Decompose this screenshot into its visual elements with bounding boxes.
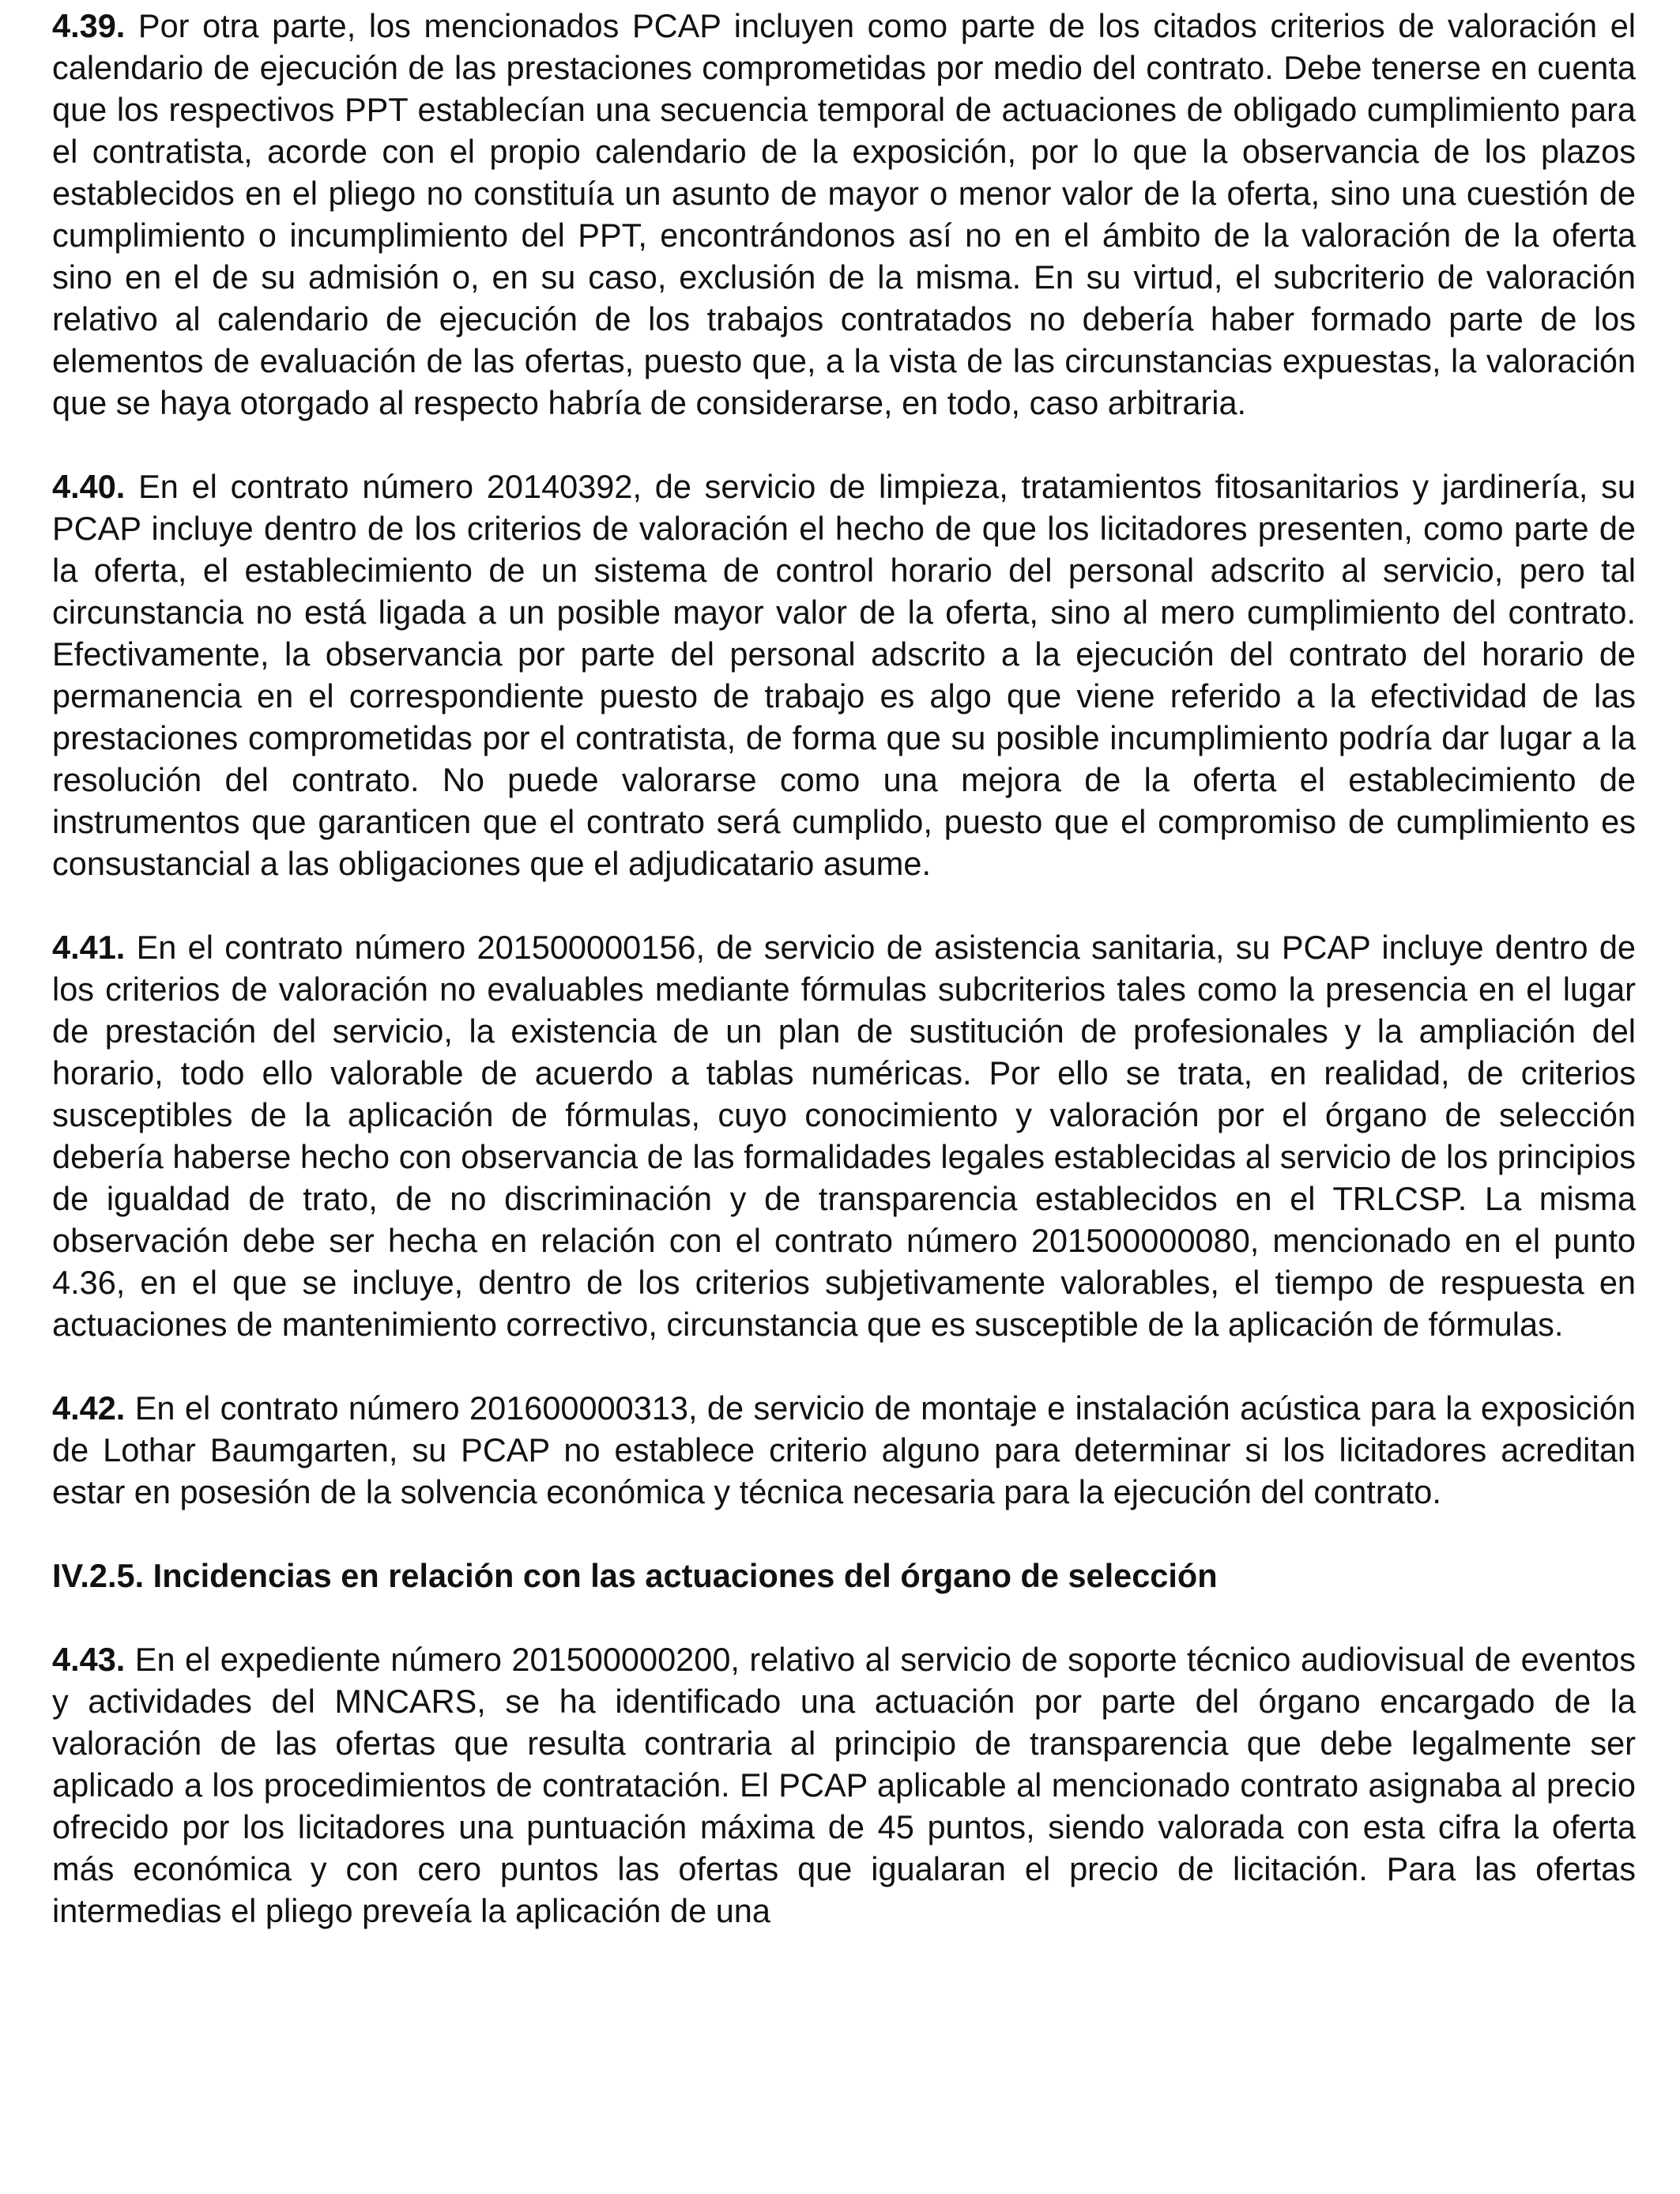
paragraph-4-40 (52, 466, 1636, 884)
paragraph-text: En el expediente número 201500000200, relativo al servicio de soporte técnico audiovisual de eventos y actividades del MNCARS, se ha identificado una actuación por parte del órgano encargado de la valoración de las ofertas que resulta contraria al principio de transparencia que debe legalmente ser aplicado a los procedimientos de contratación. El PCAP aplicable al mencionado contrato asignaba al precio ofrecido por los licitadores una puntuación máxima de 45 puntos, siendo valorada con esta cifra la oferta más económica y con cero puntos las ofertas que igualaran el precio de licitación. Para las ofertas intermedias el pliego preveía la aplicación de una (52, 1641, 1637, 1929)
paragraph-4-43 (52, 1638, 1636, 1932)
paragraph-4-39 (52, 5, 1636, 424)
section-heading: IV.2.5. Incidencias en relación con las actuaciones del órgano de selección (52, 1557, 1218, 1594)
paragraph-number: 4.42. (52, 1389, 126, 1427)
paragraph-number: 4.43. (52, 1641, 126, 1678)
paragraph-text: En el contrato número 20140392, de servicio de limpieza, tratamientos fitosanitarios y jardinería, su PCAP incluye dentro de los criterios de valoración el hecho de que los licitadores presenten, como parte de la oferta, el establecimiento de un sistema de control horario del personal adscrito al servicio, pero tal circunstancia no está ligada a un posible mayor valor de la oferta, sino al mero cumplimiento del contrato. Efectivamente, la observancia por parte del personal adscrito a la ejecución del contrato del horario de permanencia en el correspondiente puesto de trabajo es algo que viene referido a la efectividad de las prestaciones comprometidas por el contratista, de forma que su posible incumplimiento podría dar lugar a la resolución del contrato. No puede valorarse como una mejora de la oferta el establecimiento de instrumentos que garanticen que el contrato será cumplido, puesto que el compromiso de cumplimiento es consustancial a las obligaciones que el adjudicatario asume. (52, 468, 1636, 882)
paragraph-number: 4.41. (52, 929, 126, 966)
paragraph-number: 4.39. (52, 7, 126, 44)
paragraph-text: En el contrato número 201600000313, de servicio de montaje e instalación acústica para la exposición de Lothar Baumgarten, su PCAP no establece criterio alguno para determinar si los licitadores acreditan estar en posesión de la solvencia económica y técnica necesaria para la ejecución del contrato. (52, 1389, 1637, 1510)
paragraph-number: 4.40. (52, 468, 126, 505)
paragraph-4-42 (52, 1387, 1636, 1513)
paragraph-text: Por otra parte, los mencionados PCAP incluyen como parte de los citados criterios de valoración el calendario de ejecución de las prestaciones comprometidas por medio del contrato. Debe tenerse en cuenta que los respectivos PPT establecían una secuencia temporal de actuaciones de obligado cumplimiento para el contratista, acorde con el propio calendario de la exposición, por lo que la observancia de los plazos establecidos en el pliego no constituía un asunto de mayor o menor valor de la oferta, sino una cuestión de cumplimiento o incumplimiento del PPT, encontrándonos así no en el ámbito de la valoración de la oferta sino en el de su admisión o, en su caso, exclusión de la misma. En su virtud, el subcriterio de valoración relativo al calendario de ejecución de los trabajos contratados no debería haber formado parte de los elementos de evaluación de las ofertas, puesto que, a la vista de las circunstancias expuestas, la valoración que se haya otorgado al respecto habría de considerarse, en todo, caso arbitraria. (52, 7, 1636, 421)
paragraph-text: En el contrato número 201500000156, de servicio de asistencia sanitaria, su PCAP incluye dentro de los criterios de valoración no evaluables mediante fórmulas subcriterios tales como la presencia en el lugar de prestación del servicio, la existencia de un plan de sustitución de profesionales y la ampliación del horario, todo ello valorable de acuerdo a tablas numéricas. Por ello se trata, en realidad, de criterios susceptibles de la aplicación de fórmulas, cuyo conocimiento y valoración por el órgano de selección debería haberse hecho con observancia de las formalidades legales establecidas al servicio de los principios de igualdad de trato, de no discriminación y de transparencia establecidos en el TRLCSP. La misma observación debe ser hecha en relación con el contrato número 201500000080, mencionado en el punto 4.36, en el que se incluye, dentro de los criterios subjetivamente valorables, el tiempo de respuesta en actuaciones de mantenimiento correctivo, circunstancia que es susceptible de la aplicación de fórmulas. (52, 929, 1636, 1343)
paragraph-4-41 (52, 926, 1636, 1345)
document-body (52, 5, 1636, 1932)
